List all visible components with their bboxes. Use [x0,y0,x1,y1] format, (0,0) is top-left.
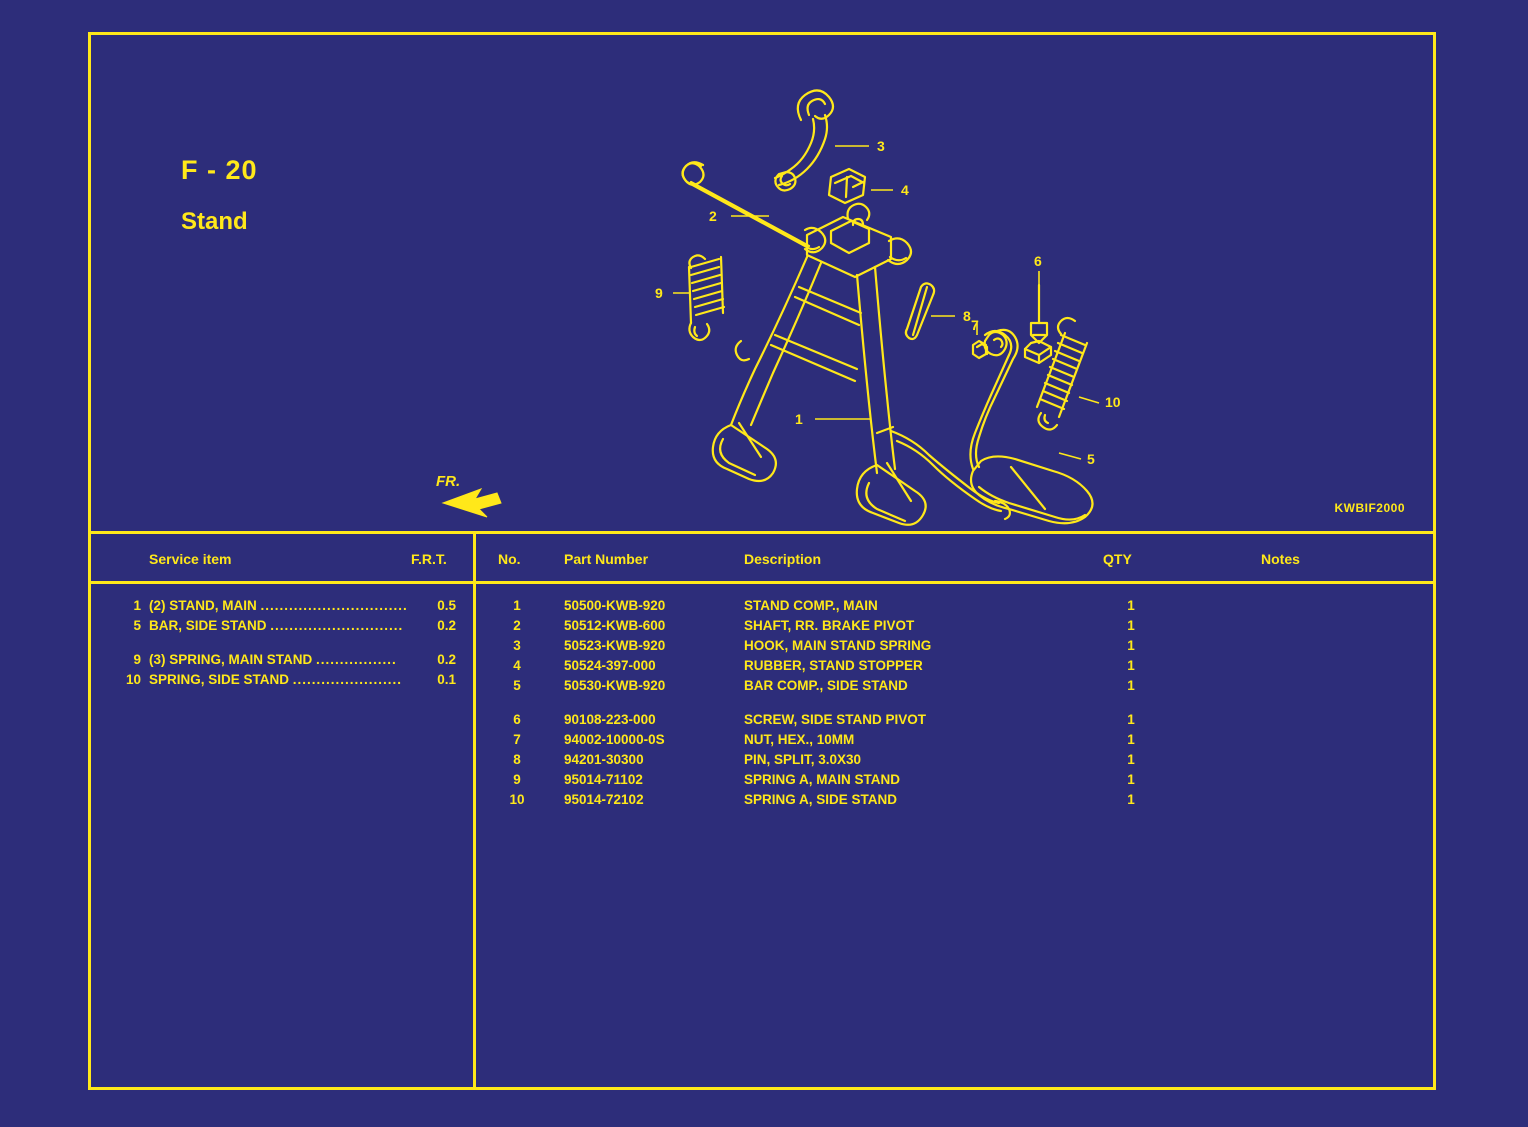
parts-row-description: STAND COMP., MAIN [744,598,878,613]
part-rubber-stand-stopper [829,169,865,203]
stand-assembly-drawing [91,35,1439,531]
callout-6: 6 [1034,253,1042,269]
parts-row-qty: 1 [1127,732,1135,747]
callout-8: 8 [963,308,971,324]
callout-2: 2 [709,208,717,224]
service-row-no: 5 [133,618,141,633]
parts-row-no: 5 [513,678,521,693]
service-row-item: SPRING, SIDE STAND ....................... [149,672,403,687]
parts-row-part-number: 94201-30300 [564,752,644,767]
part-pin-split [906,283,934,339]
front-direction-arrow [443,489,501,517]
parts-row-part-number: 90108-223-000 [564,712,656,727]
parts-row-description: HOOK, MAIN STAND SPRING [744,638,932,653]
illustration-panel [91,35,1433,531]
parts-row-description: NUT, HEX., 10MM [744,732,855,747]
service-item-table [91,534,476,1090]
parts-table-row [476,678,1433,712]
parts-row-no: 4 [513,658,521,673]
parts-row-no: 6 [513,712,521,727]
callout-3: 3 [877,138,885,154]
parts-catalog-page [88,32,1436,1090]
section-code: F - 20 [181,155,258,185]
parts-table-header-part-number: Part Number [564,551,649,567]
parts-row-qty: 1 [1127,792,1135,807]
parts-table-header-no: No. [498,551,521,567]
service-table-header-frt: F.R.T. [411,551,447,567]
callout-5: 5 [1087,451,1095,467]
parts-table [476,534,1433,1090]
parts-table-row [476,638,1433,658]
parts-row-description: SCREW, SIDE STAND PIVOT [744,712,927,727]
service-row-frt: 0.2 [437,652,456,667]
parts-row-description: SPRING A, SIDE STAND [744,792,898,807]
parts-table-row [476,618,1433,638]
service-table-row [91,618,473,652]
parts-row-part-number: 94002-10000-0S [564,732,665,747]
parts-row-no: 10 [509,792,525,807]
service-row-frt: 0.1 [437,672,456,687]
parts-row-qty: 1 [1127,712,1135,727]
section-name: Stand [181,208,248,235]
service-table-row [91,672,473,692]
parts-table-row [476,792,1433,812]
parts-row-qty: 1 [1127,598,1135,613]
part-shaft-rr-brake-pivot [683,162,826,252]
parts-table-header [476,534,1433,584]
tables-area [91,531,1433,1090]
parts-row-qty: 1 [1127,638,1135,653]
service-row-frt: 0.2 [437,618,456,633]
parts-row-qty: 1 [1127,772,1135,787]
parts-table-row [476,772,1433,792]
service-row-item: (3) SPRING, MAIN STAND ................. [149,652,397,667]
parts-row-qty: 1 [1127,678,1135,693]
service-row-frt: 0.5 [437,598,456,613]
parts-table-header-notes: Notes [1261,551,1300,567]
parts-row-no: 8 [513,752,521,767]
parts-row-part-number: 95014-71102 [564,772,643,787]
front-direction-label: FR. [436,473,461,490]
parts-row-description: PIN, SPLIT, 3.0X30 [744,752,862,767]
part-stand-comp-main [713,204,1010,525]
service-table-header-item: Service item [149,551,232,567]
parts-row-description: RUBBER, STAND STOPPER [744,658,923,673]
parts-table-row [476,712,1433,732]
parts-row-qty: 1 [1127,752,1135,767]
drawing-id-label: KWBIF2000 [1334,501,1405,515]
parts-row-no: 9 [513,772,521,787]
parts-table-row [476,658,1433,678]
parts-table-header-qty: QTY [1103,551,1132,567]
parts-row-description: BAR COMP., SIDE STAND [744,678,908,693]
parts-row-part-number: 50524-397-000 [564,658,656,673]
parts-row-qty: 1 [1127,658,1135,673]
part-screw-side-stand-pivot [1025,285,1051,363]
callout-4: 4 [901,182,909,198]
callout-9: 9 [655,285,663,301]
service-table-header [91,534,473,584]
service-row-item: BAR, SIDE STAND ............................ [149,618,404,633]
parts-row-no: 1 [513,598,521,613]
parts-row-no: 7 [513,732,521,747]
service-row-no: 1 [133,598,141,613]
callout-10: 10 [1105,394,1121,410]
parts-row-no: 3 [513,638,521,653]
callout-1: 1 [795,411,803,427]
callout-7: 7 [971,317,979,333]
parts-row-part-number: 50530-KWB-920 [564,678,666,693]
parts-row-description: SHAFT, RR. BRAKE PIVOT [744,618,915,633]
service-row-no: 9 [133,652,141,667]
parts-table-body [476,584,1433,812]
parts-table-header-description: Description [744,551,822,567]
parts-row-part-number: 50500-KWB-920 [564,598,666,613]
service-row-item: (2) STAND, MAIN ............................... [149,598,408,613]
parts-row-description: SPRING A, MAIN STAND [744,772,901,787]
part-spring-a-main-stand [689,255,724,340]
service-table-body [91,584,473,692]
parts-row-qty: 1 [1127,618,1135,633]
parts-row-part-number: 95014-72102 [564,792,644,807]
parts-row-no: 2 [513,618,521,633]
parts-row-part-number: 50512-KWB-600 [564,618,666,633]
parts-table-row [476,732,1433,752]
service-table-row [91,652,473,672]
service-row-no: 10 [125,672,141,687]
service-table-row [91,598,473,618]
parts-table-row [476,598,1433,618]
part-hook-main-stand-spring [775,90,833,190]
parts-table-row [476,752,1433,772]
parts-row-part-number: 50523-KWB-920 [564,638,666,653]
